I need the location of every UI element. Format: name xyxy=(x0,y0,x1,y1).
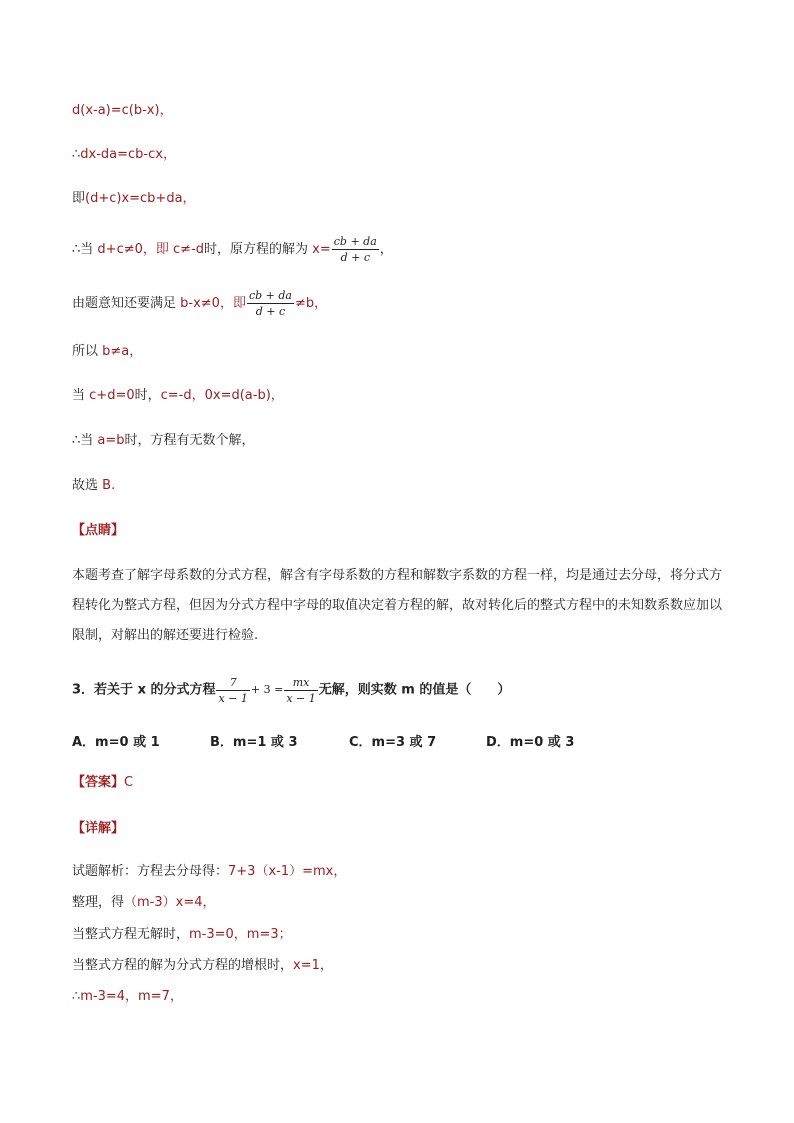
solution-line-2: ∴dx-da=cb-cx， xyxy=(72,147,176,162)
fraction-numerator: cb + da xyxy=(248,289,292,302)
option-d: D．m=0 或 3 xyxy=(486,735,575,750)
fraction-solution xyxy=(332,234,379,265)
answer-heading: 【答案】 xyxy=(72,775,125,790)
fraction-numerator: 7 xyxy=(216,675,249,691)
math-segment: x= xyxy=(312,242,331,257)
detail-heading: 【详解】 xyxy=(72,821,125,836)
fraction-denominator: d + c xyxy=(340,251,370,264)
text-segment: 即 xyxy=(72,191,86,206)
fraction-right xyxy=(284,675,317,706)
math-segment: c+d=0 xyxy=(89,388,135,403)
text-segment: ， xyxy=(379,242,393,257)
text-segment: ∴当 xyxy=(72,433,94,448)
equation-middle: + 3 = xyxy=(250,683,284,696)
math-segment: （m-3）x=4， xyxy=(124,895,216,910)
math-segment: b≠a， xyxy=(102,344,143,359)
dianjing-paragraph: 本题考查了解字母系数的分式方程，解含有字母系数的方程和解数字系数的方程一样，均是通过去分母，将分式方程转化为整式方程，但因为分式方程中字母的取值决定着方程的解，故对转化后的整式方程中的未知数系数应加以限制，对解出的解还要进行检验. xyxy=(72,568,723,643)
text-segment: 时， xyxy=(134,388,161,403)
fraction-numerator: mx xyxy=(284,675,317,691)
math-segment: m-3=0，m=3； xyxy=(189,927,292,942)
detail-line-1 xyxy=(72,862,346,882)
fraction-denominator: x − 1 xyxy=(218,691,248,705)
solution-line-4 xyxy=(72,233,393,267)
math-segment: b-x≠0，即 xyxy=(180,296,246,311)
solution-line-8 xyxy=(72,431,255,451)
answer-line xyxy=(72,773,133,793)
fraction-denominator: d + c xyxy=(255,305,286,318)
math-segment: a=b xyxy=(97,433,125,448)
fraction-condition xyxy=(247,288,294,319)
text-segment: 当 xyxy=(72,388,86,403)
math-segment: c=-d，0x=d(a-b)， xyxy=(160,388,284,403)
text-segment: 时，方程有无数个解， xyxy=(124,433,255,448)
option-c: C．m=3 或 7 xyxy=(349,735,437,750)
math-segment: d+c≠0，即 xyxy=(97,242,169,257)
question-3 xyxy=(72,673,510,708)
solution-line-7 xyxy=(72,386,284,406)
text-segment: 试题解析：方程去分母得： xyxy=(72,864,229,879)
question-prefix: 3．若关于 x 的分式方程 xyxy=(72,682,216,698)
text-segment: 时，原方程的解为 xyxy=(204,242,309,257)
detail-line-3 xyxy=(72,925,292,945)
dianjing-heading: 【点睛】 xyxy=(72,523,125,538)
detail-line-5: ∴m-3=4，m=7， xyxy=(72,989,183,1004)
math-segment: ≠b， xyxy=(294,296,328,311)
math-segment: (d+c)x=cb+da， xyxy=(85,191,196,206)
option-b: B．m=1 或 3 xyxy=(210,735,298,750)
text-segment: 整理，得 xyxy=(72,895,125,910)
math-segment: 7+3（x-1）=mx， xyxy=(228,864,347,879)
text-segment: 当整式方程的解为分式方程的增根时， xyxy=(72,958,294,973)
question-suffix: 无解，则实数 m 的值是（ ） xyxy=(318,682,511,698)
fraction-numerator: cb + da xyxy=(333,235,377,248)
math-segment: x=1， xyxy=(293,958,333,973)
solution-line-9 xyxy=(72,476,115,496)
solution-line-6 xyxy=(72,342,142,362)
solution-line-5 xyxy=(72,287,327,321)
detail-line-4 xyxy=(72,956,333,976)
text-segment: 所以 xyxy=(72,344,99,359)
detail-line-2 xyxy=(72,893,216,913)
math-segment: B. xyxy=(102,478,116,493)
option-a: A．m=0 或 1 xyxy=(72,735,160,750)
solution-line-1: d(x-a)=c(b-x)， xyxy=(72,103,173,118)
solution-line-3 xyxy=(72,189,196,209)
fraction-left xyxy=(216,675,249,706)
text-segment: ∴当 xyxy=(72,242,94,257)
text-segment: 由题意知还要满足 xyxy=(72,296,177,311)
text-segment: 当整式方程无解时， xyxy=(72,927,190,942)
math-segment: c≠-d xyxy=(173,242,205,257)
text-segment: 故选 xyxy=(72,478,99,493)
answer-value: C xyxy=(124,775,134,790)
fraction-denominator: x − 1 xyxy=(286,691,316,705)
